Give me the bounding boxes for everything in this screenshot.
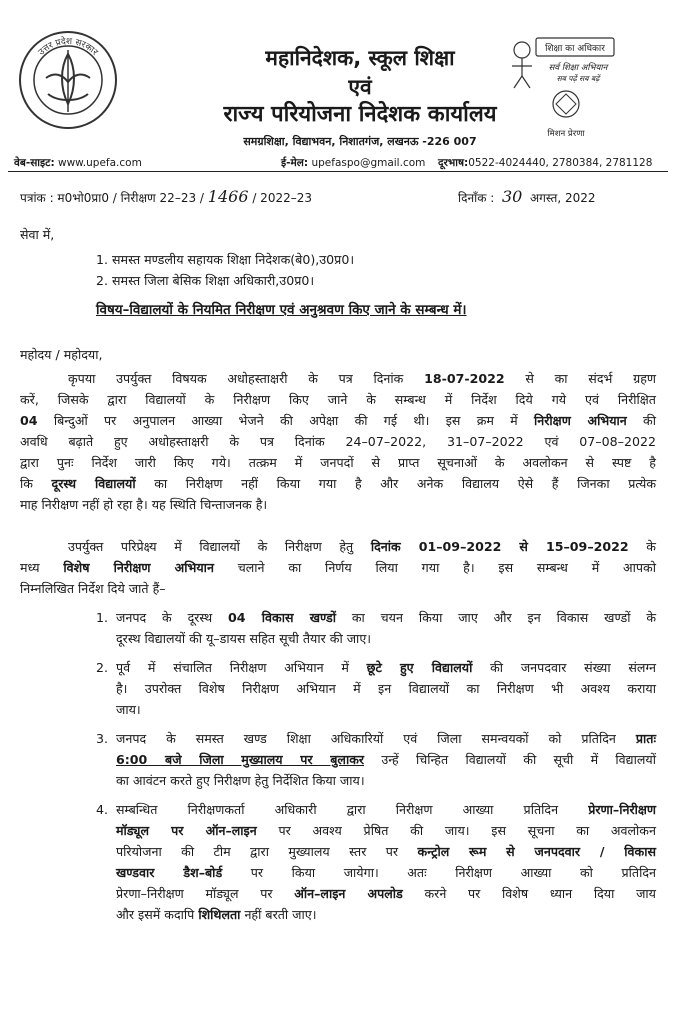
point-4-prerna: प्रेरणा–निरीक्षण [588,802,656,817]
letter-subject: विषय–विद्यालयों के नियमित निरीक्षण एवं अनुश्रवण किए जाने के सम्बन्ध में। [96,302,467,318]
point-4-line5 [116,884,656,904]
office-title-line1: महानिदेशक, स्कूल शिक्षा [265,46,455,70]
email-contact [281,156,425,170]
reference-prefix: पत्रांक : म0भो0प्रा0 / निरीक्षण 22–23 / [20,191,204,205]
point-3-line2 [116,750,656,770]
point-3-line1 [116,729,656,749]
email-label: ई-मेल: [281,157,309,169]
date-label: दिनाँक : [458,191,495,205]
point-4-l5-tail: करने पर विशेष ध्यान दिया जाय [402,886,656,901]
point-4-dashboard: खण्डवार डैश–बोर्ड [116,865,223,880]
up-government-emblem-icon [16,28,120,132]
point-4-l6-tail: नहीं बरती जाए। [240,907,317,922]
point-3-l2-tail: उन्हें चिन्हित विद्यालयों की सूची में विद्यालयों [364,752,656,767]
point-4-l3-text: परियोजना की टीम द्वारा मुख्यालय स्तर पर [116,844,418,859]
point-4-line6 [116,905,656,925]
point-4-online-module: मॉड्यूल पर ऑन–लाइन [116,823,257,838]
phone-number: 0522-4024440, 2780384, 2781128 [468,157,653,169]
para1-l1-tail: से का संदर्भ ग्रहण [504,371,656,386]
point-4-l4-tail: पर किया जायेगा। अतः निरीक्षण आख्या को प्रतिदिन [222,865,657,880]
header-divider [8,171,668,172]
reference-number: 1466 [207,187,249,206]
recipient-2: 2. समस्त जिला बेसिक शिक्षा अधिकारी,उ0प्र0। [96,273,315,288]
point-1-l1-tail: का चयन किया जाए और इन विकास खण्डों के [336,610,656,625]
para1-line4: अवधि बढ़ाते हुए अधोहस्ताक्षरी के पत्र दिनांक 24–07–2022, 31–07–2022 एवं 07–08–2022 [20,434,656,449]
office-title-line2: एवं [348,75,372,99]
sarva-shiksha-abhiyan-logo-icon [506,36,624,144]
point-2-line1 [116,658,656,678]
para2-l1-text: उपर्युक्त परिप्रेक्ष्य में विद्यालयों के निरीक्षण हेतु [68,539,371,554]
para2-l2-text: मध्य [20,560,64,575]
reference-suffix: / 2022–23 [252,191,312,205]
emblem-text: उत्तर प्रदेश सरकार [36,36,100,58]
point-1-line2: दूरस्थ विद्यालयों की यू–डायस सहित सूची तैयार की जाए। [116,631,372,646]
para1-count: 04 [20,413,38,428]
para1-l3-text: बिन्दुओं पर अनुपालन आख्या भेजने की अपेक्षा की गई थी। इस क्रम में [37,413,534,428]
office-address: समग्रशिक्षा, विद्याभवन, निशातगंज, लखनऊ -226 007 [243,135,477,148]
para2-line1 [20,537,656,557]
point-4-line3 [116,842,656,862]
point-2-l1-text: पूर्व में संचालित निरीक्षण अभियान में [116,660,367,675]
para1-line6 [20,474,656,494]
web-label: वेब-साइट: [14,157,55,169]
point-4-line2 [116,821,656,841]
para1-line5: द्वारा पुनः निर्देश जारी किए गये। तत्क्रम में जनपदों से प्राप्त सूचनाओं के अवलोकन से स्पष्ट है [20,455,656,470]
point-1-number: 1. [96,610,109,625]
para1-l6-text: कि [20,476,52,491]
para1-line7: माह निरीक्षण नहीं हो रहा है। यह स्थिति चिन्ताजनक है। [20,497,268,512]
recipient-1: 1. समस्त मण्डलीय सहायक शिक्षा निदेशक(बे0),उ0प्र0। [96,252,355,267]
website-link[interactable]: www.upefa.com [58,157,142,169]
point-3-time-hq: 6:00 बजे जिला मुख्यालय पर बुलाकर [116,752,365,767]
para1-remote-schools: दूरस्थ विद्यालयों [51,476,136,491]
office-title-line3: राज्य परियोजना निदेशक कार्यालय [223,102,497,127]
point-4-online-upload: ऑन–लाइन अपलोड [294,886,403,901]
para1-campaign: निरीक्षण अभियान [534,413,627,428]
point-1-line1 [116,608,656,628]
para1-line3 [20,411,656,431]
para2-date-range: दिनांक 01–09–2022 से 15–09–2022 [370,539,629,554]
email-link[interactable]: upefaspo@gmail.com [311,157,426,169]
date-rest: अगस्त, 2022 [529,191,596,205]
logo-slogan-2: सब पढ़ें सब बढ़ें [556,74,600,83]
para2-line2 [20,558,656,578]
point-4-laxity: शिथिलता [198,907,241,922]
point-4-l5-text: प्रेरणा–निरीक्षण मॉड्यूल पर [116,886,295,901]
point-3-morning: प्रातः [635,731,656,746]
point-2-l1-tail: की जनपदवार संख्या संलग्न [472,660,656,675]
para1-line2: करें, जिसके द्वारा विद्यालयों के निरीक्षण किए जाने के सम्बन्ध में निर्देश दिये गये एवं निरीक्षित [20,392,656,407]
point-4-l6-text: और इसमें कदापि [116,907,199,922]
point-4-line4 [116,863,656,883]
para2-l2-tail: चलाने का निर्णय लिया गया है। इस सम्बन्ध में आपको [213,560,656,575]
logo-caption: मिशन प्रेरणा [547,129,585,139]
point-2-line2: है। उपरोक्त विशेष निरीक्षण अभियान में इन विद्यालयों का निरीक्षण भी अवश्य कराया [116,681,656,696]
phone-label: दूरभाष: [438,157,469,169]
point-2-missed-schools: छूटे हुए विद्यालयों [366,660,473,675]
logo-banner: शिक्षा का अधिकार [545,44,605,54]
point-3-l1-text: जनपद के समस्त खण्ड शिक्षा अधिकारियों एवं जिला समन्वयकों को प्रतिदिन [116,731,636,746]
point-4-number: 4. [96,802,109,817]
para2-line3: निम्नलिखित निर्देश दिये जाते हैं– [20,581,166,596]
salutation: महोदय / महोदया, [20,347,103,362]
para2-campaign: विशेष निरीक्षण अभियान [63,560,214,575]
point-1-blocks: 04 विकास खण्डों [227,610,337,625]
para1-date-ref: 18-07-2022 [424,371,505,386]
point-2-line3: जाय। [116,702,141,717]
website-contact [14,156,142,170]
letter-reference [20,187,312,206]
point-4-l2-tail: पर अवश्य प्रेषित की जाय। इस सूचना का अवलोकन [256,823,656,838]
recipients-heading: सेवा में, [20,227,55,242]
point-3-number: 3. [96,731,109,746]
phone-contact [438,156,652,170]
para1-l3-tail: की [626,413,656,428]
point-1-l1-text: जनपद के दूरस्थ [116,610,228,625]
para2-l1-tail: के [628,539,656,554]
letter-date [458,187,596,206]
point-3-line3: का आवंटन करते हुए निरीक्षण हेतु निर्देशित किया जाय। [116,773,365,788]
date-day: 30 [501,187,523,206]
logo-slogan-1: सर्व शिक्षा अभियान [548,63,608,73]
para1-l1-text: कृपया उपर्युक्त विषयक अधोहस्ताक्षरी के पत्र दिनांक [68,371,425,386]
point-2-number: 2. [96,660,109,675]
point-4-l1-text: सम्बन्धित निरीक्षणकर्ता अधिकारी द्वारा निरीक्षण आख्या प्रतिदिन [116,802,589,817]
point-4-control-room: कन्ट्रोल रूम से जनपदवार / विकास [417,844,656,859]
point-4-line1 [116,800,656,820]
para1-line1 [20,369,656,389]
para1-l6-tail: का निरीक्षण नहीं किया गया है और अनेक विद्यालय ऐसे हैं जिनका प्रत्येक [135,476,656,491]
